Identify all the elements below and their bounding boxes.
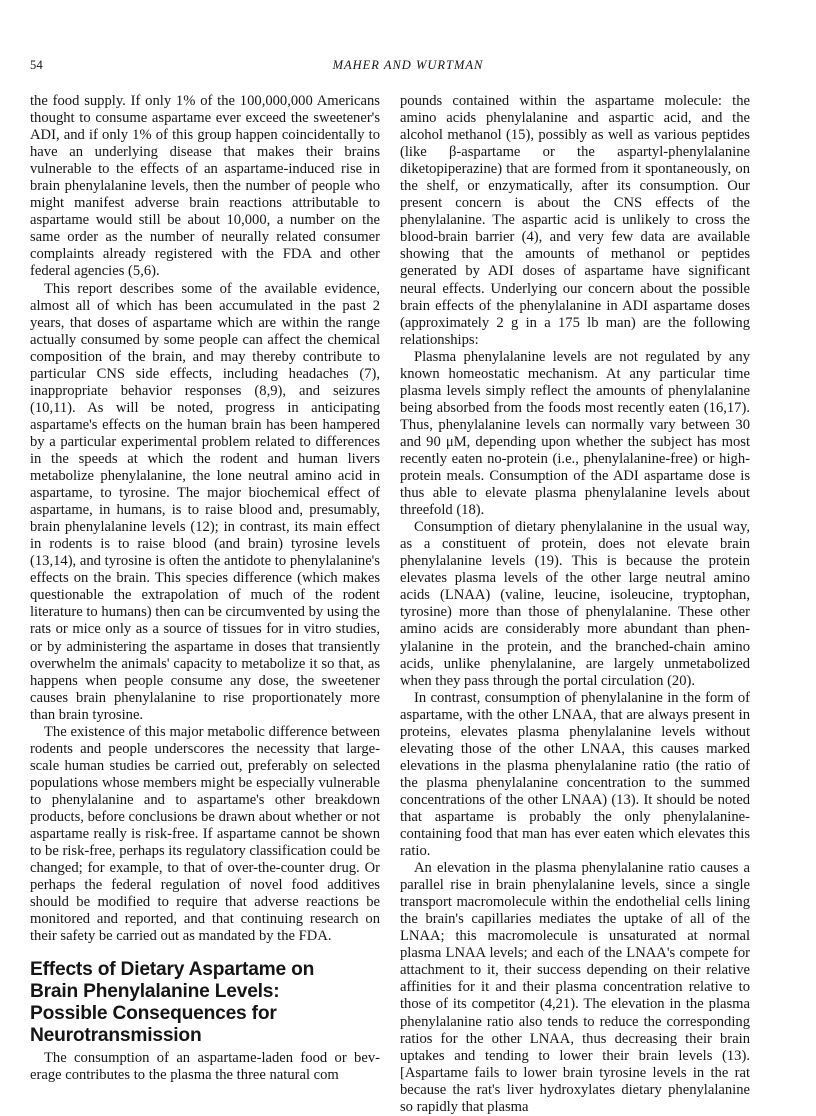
page-number: 54	[30, 58, 43, 72]
section-heading	[30, 959, 380, 1047]
paragraph: In contrast, consumption of phenylalanine in the form of aspartame, with the other LNAA, that are always present in proteins, elevates plasma phenylalanine levels without elevating those of the other LNAA, this causes marked elevations in the plasma phenylalanine ratio (the ratio of the plasma phenylalanine concentration to the summed concentrations of the other LNAA) (13). It should be noted that aspartame is probably the only phenylalanine-containing food that man has ever eaten which elevates this ratio.	[400, 689, 750, 860]
paragraph: the food supply. If only 1% of the 100,000,000 Americans thought to consume aspartame ever exceed the sweetener's ADI, and if only 1% of this group happen coincidentally to have an underlying disease that makes their brains vulnerable to the effects of an aspartame-induced rise in brain phenylalanine levels, then the number of people who might manifest adverse brain reactions attributable to aspartame would still be about 10,000, a number on the same order as the number of neurally related consumer complaints already registered with the FDA and other federal agencies (5,6).	[30, 93, 380, 280]
paragraph: Plasma phenylalanine levels are not regulated by any known homeostatic mechanism. At any particular time plasma levels simply reflect the amounts of phenylalanine being absorbed from the foods most recently eaten (16,17). Thus, phenylalanine levels can normally vary between 30 and 90 μM, depending upon whether the subject has most recently eaten no-protein (i.e., phenylalanine-free) or high-protein meals. Consumption of the ADI aspartame dose is thus able to elevate plasma phenylalanine levels about threefold (18).	[400, 348, 750, 519]
section-heading-line: Effects of Dietary Aspartame on	[30, 959, 315, 981]
section-heading-line: Neurotransmission	[30, 1025, 202, 1047]
left-column	[30, 93, 380, 1084]
paragraph: This report describes some of the available evidence, almost all of which has been accumulated in the past 2 years, that doses of aspartame which are within the range actually consumed by some people can affect the chemical composition of the brain, and may thereby contribute to particular CNS side effects, including headaches (7), inappropriate behavior responses (8,9), and seizures (10,11). As will be noted, progress in anticipating aspartame's effects on the human brain has been hampered by a particular experimental problem related to differences in the speeds at which the rodent and human livers metabolize phenylalanine, the lone neutral amino acid in aspartame, to tyrosine. The major biochemical effect of aspartame, in humans, is to raise blood and, presumably, brain phenylalanine levels (12); in contrast, its main effect in rodents is to raise blood (and brain) tyrosine levels (13,14), and tyrosine is often the antidote to phenylalanine's effects on the brain. This species difference (which makes questionable the extrapolation of much of the rodent literature to humans) then can be circumvented by using the rats or mice only as a source of tissues for in vitro studies, or by administering the aspartame in doses that transiently overwhelm the animals' capacity to metabolize it so that, as happens when people consume any dose, the sweetener causes brain phenylalanine to rise proportionately more than brain tyrosine.	[30, 280, 380, 723]
paragraph: An elevation in the plasma phenylalanine ratio causes a parallel rise in brain phenylalanine levels, since a single transport macromolecule within the endothelial cells lining the brain's capillaries mediates the uptake of all of the LNAA; this macromolecule is unsaturated at normal plasma LNAA levels; and each of the LNAA's compete for attachment to it, their success depending on their relative affinities for it and their plasma concentration relative to those of its competitor (4,21). The elevation in the plasma phenylalanine ratio also tends to reduce the corresponding ratios for the other LNAA, thus decreasing their brain uptakes and tending to lower their brain levels (13). [Aspartame fails to lower brain tyrosine levels in the rat because the rat's liver hydroxylates dietary phenylalanine so rapidly that plasma	[400, 860, 750, 1115]
section-heading-line: Brain Phenylalanine Levels:	[30, 981, 280, 1003]
paragraph: pounds contained within the aspartame molecule: the amino acids phenylalanine and aspartic acid, and the alcohol methanol (15), possibly as well as various peptides (like β-aspartame or the aspartyl-phenylalanine diketopiperazine) that are formed from it spontaneously, on the shelf, or enzymatically, after its consumption. Our present concern is about the CNS effects of the phenylalanine. The aspartic acid is unlikely to cross the blood-brain barrier (4), and very few data are available showing that the amounts of methanol or peptides generated by ADI doses of aspartame have significant neural effects. Underlying our concern about the possible brain effects of the phenylalanine in ADI aspartame doses (approximately 2 g in a 175 lb man) are the following relationships:	[400, 93, 750, 348]
right-column	[400, 93, 750, 1116]
paragraph: Consumption of dietary phenylalanine in the usual way, as a constituent of protein, does not elevate brain phenylalanine levels (19). This is because the protein elevates plasma levels of the other large neutral amino acids (LNAA) (valine, leucine, isoleucine, tryptophan, tyrosine) more than those of phenylalanine. These other amino acids are considerably more abundant than phenylalanine in the protein, and the branched-chain amino acids, unlike phenylalanine, are largely unmetabolized when they pass through the portal circulation (20).	[400, 519, 750, 689]
paragraph: The existence of this major metabolic difference between rodents and people underscores the necessity that large-scale human studies be carried out, preferably on selected populations whose members might be especially vulnerable to phenylalanine and to aspartame's other breakdown products, before conclusions be drawn about whether or not aspartame really is risk-free. If aspartame cannot be shown to be risk-free, perhaps its regulatory classification could be changed; for example, to that of over-the-counter drug. Or perhaps the federal regulation of novel food additives should be modified to require that adverse reactions be monitored and reported, and that continuing research on their safety be carried out as mandated by the FDA.	[30, 723, 380, 945]
section-heading-line: Possible Consequences for	[30, 1003, 277, 1025]
paragraph: The consumption of an aspartame-laden food or beverage contributes to the plasma the three natural com	[30, 1050, 380, 1084]
running-title: MAHER AND WURTMAN	[332, 58, 484, 72]
